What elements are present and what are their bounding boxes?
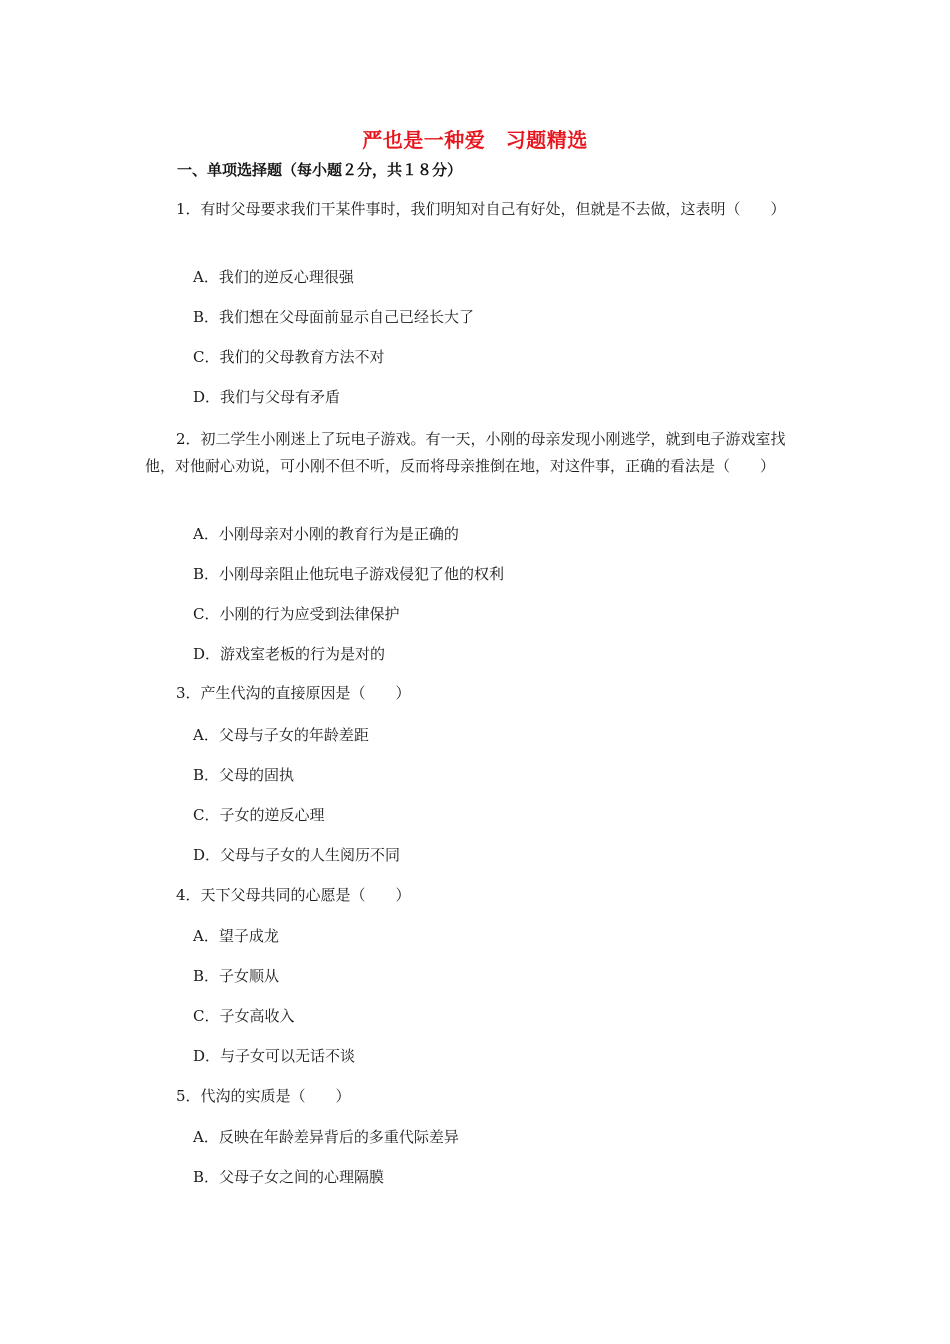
question-4-option-a: A．望子成龙 <box>193 927 279 945</box>
question-1-option-c: C．我们的父母教育方法不对 <box>193 348 385 366</box>
question-3-option-d: D．父母与子女的人生阅历不同 <box>193 846 401 864</box>
question-2-option-b: B．小刚母亲阻止他玩电子游戏侵犯了他的权利 <box>193 565 505 583</box>
question-3-option-a: A．父母与子女的年龄差距 <box>193 726 369 744</box>
question-2-option-c: C．小刚的行为应受到法律保护 <box>193 605 400 623</box>
question-2-stem: 2．初二学生小刚迷上了玩电子游戏。有一天，小刚的母亲发现小刚逃学，就到电子游戏室找他，对他耐心劝说，可小刚不但不听，反而将母亲推倒在地，对这件事，正确的看法是（ ） <box>145 430 786 475</box>
question-4-stem: 4．天下父母共同的心愿是（ ） <box>176 886 411 904</box>
question-5-option-b: B．父母子女之间的心理隔膜 <box>193 1168 385 1186</box>
question-1-stem: 1．有时父母要求我们干某件事时，我们明知对自己有好处，但就是不去做，这表明（ ） <box>176 200 786 218</box>
question-3-option-c: C．子女的逆反心理 <box>193 806 325 824</box>
question-1-option-a: A．我们的逆反心理很强 <box>193 268 354 286</box>
question-1-option-b: B．我们想在父母面前显示自己已经长大了 <box>193 308 475 326</box>
question-2-option-d: D．游戏室老板的行为是对的 <box>193 645 386 663</box>
section-heading: 一、单项选择题（每小题２分，共１８分） <box>177 161 463 179</box>
question-4-option-d: D．与子女可以无话不谈 <box>193 1047 356 1065</box>
question-4-option-b: B．子女顺从 <box>193 967 280 985</box>
question-1-option-d: D．我们与父母有矛盾 <box>193 388 341 406</box>
document-title: 严也是一种爱 习题精选 <box>362 128 588 152</box>
question-3-stem: 3．产生代沟的直接原因是（ ） <box>176 684 411 702</box>
question-5-stem: 5．代沟的实质是（ ） <box>176 1087 351 1105</box>
question-2-option-a: A．小刚母亲对小刚的教育行为是正确的 <box>193 525 459 543</box>
question-3-option-b: B．父母的固执 <box>193 766 295 784</box>
question-4-option-c: C．子女高收入 <box>193 1007 295 1025</box>
question-5-option-a: A．反映在年龄差异背后的多重代际差异 <box>193 1128 459 1146</box>
